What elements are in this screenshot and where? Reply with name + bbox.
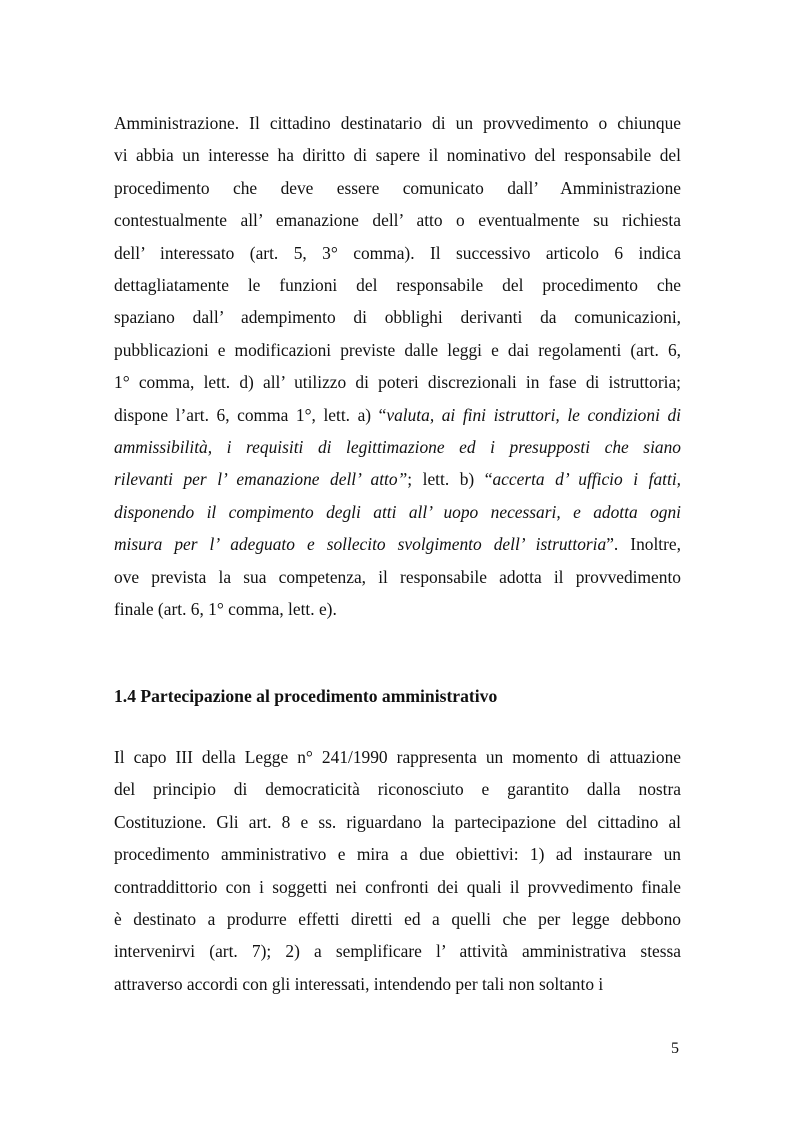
text-line bbox=[114, 903, 681, 935]
text-line bbox=[114, 107, 681, 139]
text-segment: Il capo III della Legge n° 241/1990 rappresenta un momento di attuazione bbox=[114, 747, 681, 767]
text-line bbox=[114, 204, 681, 236]
text-line bbox=[114, 773, 681, 805]
text-line bbox=[114, 871, 681, 903]
text-segment: ove prevista la sua competenza, il responsabile adotta il provvedimento bbox=[114, 566, 681, 587]
text-line bbox=[114, 935, 681, 967]
text-segment: spaziano dall’ adempimento di obblighi derivanti da comunicazioni, bbox=[114, 307, 681, 328]
text-segment: Amministrazione. Il cittadino destinatario di un provvedimento o chiunque bbox=[114, 113, 681, 133]
text-line bbox=[114, 463, 681, 495]
text-line bbox=[114, 741, 681, 773]
text-line bbox=[114, 496, 681, 528]
text-line bbox=[114, 334, 681, 366]
text-line bbox=[114, 968, 681, 1000]
text-segment: 1° comma, lett. d) all’ utilizzo di poteri discrezionali in fase di istruttoria; bbox=[114, 372, 681, 393]
text-line bbox=[114, 561, 681, 593]
text-line bbox=[114, 301, 681, 333]
text-line bbox=[114, 838, 681, 870]
text-line bbox=[114, 806, 681, 838]
text-segment: dell’ interessato (art. 5, 3° comma). Il successivo articolo 6 indica bbox=[114, 242, 681, 263]
text-line bbox=[114, 139, 681, 171]
text-segment: intervenirvi (art. 7); 2) a semplificare l’ attività amministrativa stessa bbox=[114, 941, 681, 962]
italic-quote-text: rilevanti per l’ emanazione dell’ atto” bbox=[114, 469, 408, 490]
text-segment: procedimento che deve essere comunicato dall’ Amministrazione bbox=[114, 177, 681, 198]
text-segment: contestualmente all’ emanazione dell’ atto o eventualmente su richiesta bbox=[114, 210, 681, 231]
italic-quote-text: valuta, ai fini istruttori, le condizioni di bbox=[386, 404, 681, 425]
text-segment: pubblicazioni e modificazioni previste dalle leggi e dai regolamenti (art. 6, bbox=[114, 339, 681, 360]
text-segment: dispone l’art. 6, comma 1°, lett. a) “ bbox=[114, 404, 387, 425]
italic-quote-text: accerta d’ ufficio i fatti, bbox=[492, 469, 681, 490]
section-heading: 1.4 Partecipazione al procedimento amministrativo bbox=[114, 686, 498, 706]
italic-quote-text: ammissibilità, i requisiti di legittimazione ed i presupposti che siano bbox=[114, 437, 681, 458]
text-segment: ; lett. b) “ bbox=[407, 469, 493, 490]
page-number: 5 bbox=[671, 1040, 679, 1057]
text-segment: attraverso accordi con gli interessati, intendendo per tali non soltanto i bbox=[114, 973, 604, 994]
text-line bbox=[114, 593, 681, 625]
text-segment: è destinato a produrre effetti diretti ed a quelli che per legge debbono bbox=[114, 909, 681, 930]
italic-quote-text: misura per l’ adeguato e sollecito svolgimento dell’ istruttoria bbox=[114, 534, 607, 555]
italic-quote-text: disponendo il compimento degli atti all’ uopo necessari, e adotta ogni bbox=[114, 501, 681, 522]
text-line bbox=[114, 237, 681, 269]
text-line bbox=[114, 399, 681, 431]
text-line bbox=[114, 431, 681, 463]
text-segment: Costituzione. Gli art. 8 e ss. riguardano la partecipazione del cittadino al bbox=[114, 811, 681, 832]
text-segment: procedimento amministrativo e mira a due obiettivi: 1) ad instaurare un bbox=[114, 844, 681, 865]
text-line bbox=[114, 366, 681, 398]
text-segment: vi abbia un interesse ha diritto di sapere il nominativo del responsabile del bbox=[114, 145, 681, 166]
text-line bbox=[114, 528, 681, 560]
body-paragraph-responsabile bbox=[114, 107, 681, 626]
text-line bbox=[114, 172, 681, 204]
text-segment: dettagliatamente le funzioni del responsabile del procedimento che bbox=[114, 275, 681, 296]
text-segment: ”. Inoltre, bbox=[606, 534, 681, 555]
text-segment: del principio di democraticità riconosciuto e garantito dalla nostra bbox=[114, 779, 681, 800]
text-line bbox=[114, 269, 681, 301]
text-segment: contraddittorio con i soggetti nei confronti dei quali il provvedimento finale bbox=[114, 876, 681, 897]
body-paragraph-partecipazione bbox=[114, 741, 681, 1000]
text-segment: finale (art. 6, 1° comma, lett. e). bbox=[114, 599, 337, 620]
